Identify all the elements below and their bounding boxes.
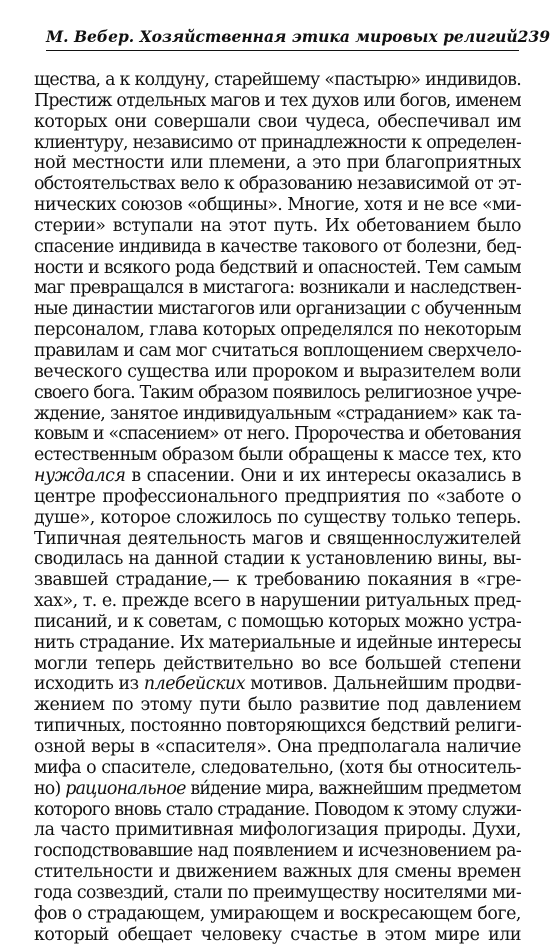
- text-segment: мифа о спасителе, следовательно, (хотя бы относитель-: [34, 757, 521, 778]
- text-segment: спасение индивида в качестве такового от болезни, бед-: [34, 236, 521, 257]
- text-line: [34, 174, 521, 195]
- text-segment: исходить из: [34, 674, 144, 695]
- text-line: [34, 570, 521, 591]
- text-segment: ности и всякого рода бедствий и опасностей. Тем самым: [34, 257, 521, 278]
- text-segment: нить страдание. Их материальные и идейные интересы: [34, 632, 521, 653]
- text-line: [34, 445, 521, 466]
- text-segment: стерии» вступали на этот путь. Их обетованием было: [34, 215, 521, 236]
- text-line: [34, 466, 521, 487]
- body-text: [34, 70, 521, 945]
- text-line: [34, 654, 521, 675]
- text-line: [34, 633, 521, 654]
- text-line: [34, 299, 521, 320]
- text-segment: клиентуру, независимо от принадлежности к определен-: [34, 132, 521, 153]
- text-segment: но): [34, 778, 66, 799]
- text-line: [34, 112, 521, 133]
- text-segment: центре профессионального предприятия по «заботе о: [34, 486, 521, 507]
- text-line: [34, 424, 521, 445]
- text-segment: в спасении. Они и их интересы оказались в: [125, 466, 521, 487]
- text-segment: персоналом, глава которых определялся по некоторым: [34, 320, 521, 341]
- text-line: [34, 133, 521, 154]
- text-segment: ные династии мистагогов или организации с обученным: [34, 299, 521, 320]
- text-segment: ной местности или племени, а это при благоприятных: [34, 153, 521, 174]
- text-line: [34, 508, 521, 529]
- text-segment: маг превращался в мистагога: возникали и наследствен-: [34, 278, 521, 299]
- text-line: [34, 820, 521, 841]
- text-segment: мотивов. Дальнейшим продви-: [245, 674, 521, 695]
- text-segment: душе», которое сложилось по существу только теперь.: [34, 507, 521, 528]
- text-segment: обстоятельствах вело к образованию независимой от эт-: [34, 174, 521, 195]
- text-line: [34, 216, 521, 237]
- text-line: [34, 904, 521, 925]
- text-line: [34, 529, 521, 550]
- text-line: [34, 383, 521, 404]
- text-segment: стительности и движением важных для смены времен: [34, 862, 521, 883]
- text-segment: который обещает человеку счастье в этом мире или: [34, 924, 521, 945]
- text-segment: Престиж отдельных магов и тех духов или богов, именем: [34, 90, 521, 111]
- text-segment: озной веры в «спасителя». Она предполагала наличие: [34, 737, 521, 757]
- text-segment: жением по этому пути было развитие под давлением: [34, 695, 521, 716]
- text-line: [34, 404, 521, 425]
- text-line: [34, 237, 521, 258]
- text-line: [34, 195, 521, 216]
- italic-text-segment: рациональное: [65, 778, 186, 799]
- text-line: [34, 674, 521, 695]
- text-line: [34, 278, 521, 299]
- text-segment: типичных, постоянно повторяющихся бедствий религи-: [34, 716, 521, 737]
- text-segment: господствовавшие над появлением и исчезновением ра-: [34, 841, 521, 862]
- text-segment: правилам и сам мог считаться воплощением сверхчело-: [34, 340, 521, 361]
- text-segment: ви́дение мира, важнейшим предметом: [185, 778, 521, 799]
- text-segment: ждение, занятое индивидуальным «страданием» как та-: [34, 403, 521, 424]
- text-line: [34, 153, 521, 174]
- text-segment: щества, а к колдуну, старейшему «пастырю» индивидов.: [34, 70, 521, 90]
- text-line: [34, 487, 521, 508]
- running-title: М. Вебер. Хозяйственная этика мировых религий: [46, 27, 518, 46]
- text-segment: звавшей страдание,— к требованию покаяния в «гре-: [34, 570, 521, 591]
- text-line: [34, 883, 521, 904]
- text-segment: ковым и «спасением» от него. Пророчества и обетования: [34, 424, 521, 445]
- text-line: [34, 91, 521, 112]
- text-segment: могли теперь действительно во все большей степени: [34, 653, 521, 674]
- text-line: [34, 779, 521, 800]
- text-line: [34, 695, 521, 716]
- text-segment: ла часто примитивная мифологизация природы. Духи,: [34, 820, 521, 841]
- text-segment: писаний, и к советам, с помощью которых можно устра-: [34, 611, 521, 632]
- text-line: [34, 758, 521, 779]
- text-line: [34, 737, 521, 758]
- text-segment: которых они совершали свои чудеса, обеспечивал им: [34, 111, 521, 132]
- text-segment: веческого существа или пророком и выразителем воли: [34, 361, 521, 382]
- text-segment: сводилась на данной стадии к установлению вины, вы-: [34, 549, 521, 570]
- italic-text-segment: плебейских: [143, 674, 246, 695]
- text-line: [34, 612, 521, 633]
- text-line: [34, 341, 521, 362]
- page-number: 239: [517, 27, 551, 46]
- text-segment: нических союзов «общины». Многие, хотя и не все «ми-: [34, 195, 521, 216]
- text-segment: которого вновь стало страдание. Поводом к этому служи-: [34, 799, 521, 820]
- text-segment: фов о страдающем, умирающем и воскресающем боге,: [34, 903, 521, 924]
- text-line: [34, 925, 521, 945]
- text-line: [34, 70, 521, 91]
- text-line: [34, 258, 521, 279]
- text-segment: естественным образом были обращены к массе тех, кто: [34, 445, 521, 466]
- text-segment: года созвездий, стали по преимуществу носителями ми-: [34, 882, 521, 903]
- text-line: [34, 549, 521, 570]
- text-segment: хах», т. е. прежде всего в нарушении ритуальных пред-: [34, 591, 521, 612]
- text-segment: своего бога. Таким образом появилось религиозное учре-: [34, 382, 521, 403]
- text-line: [34, 862, 521, 883]
- running-head: [46, 20, 551, 51]
- text-segment: Типичная деятельность магов и священнослужителей: [34, 528, 521, 549]
- text-line: [34, 841, 521, 862]
- text-line: [34, 716, 521, 737]
- italic-text-segment: нуждался: [34, 466, 126, 487]
- text-line: [34, 800, 521, 821]
- text-line: [34, 362, 521, 383]
- text-line: [34, 591, 521, 612]
- text-line: [34, 320, 521, 341]
